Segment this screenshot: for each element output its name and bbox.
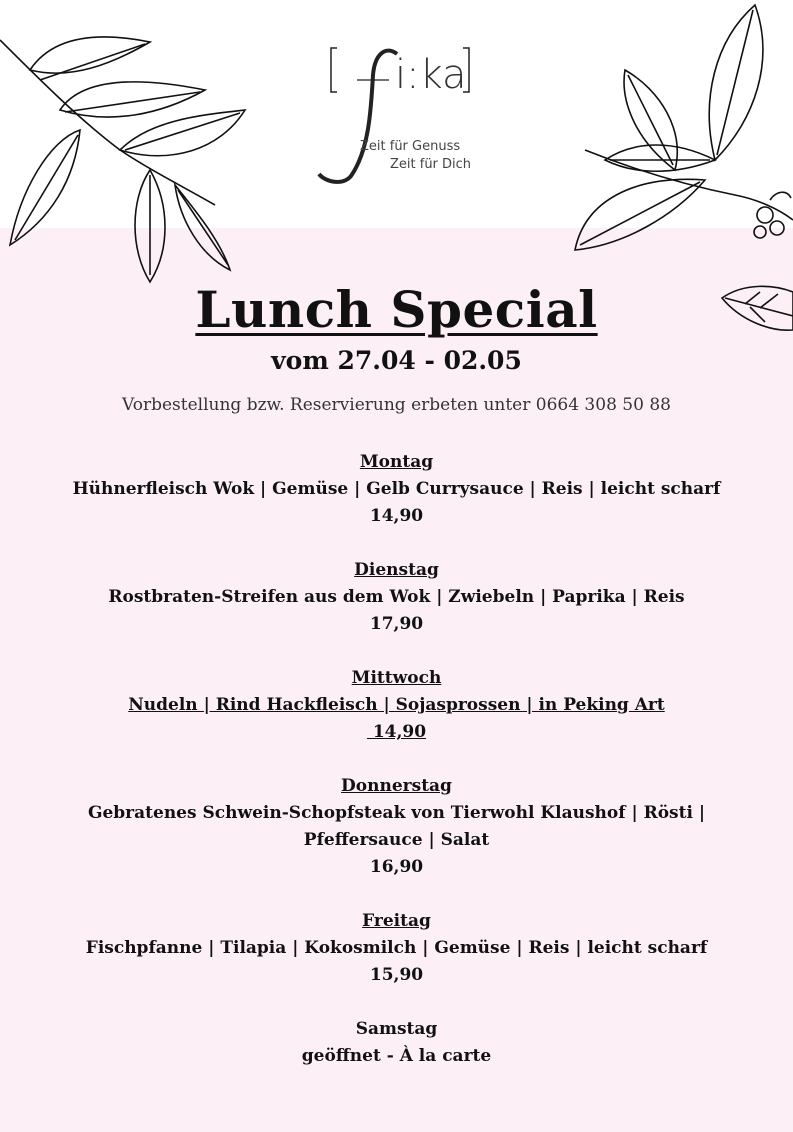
dish-price: 16,90 xyxy=(369,857,424,877)
menu-day-wednesday xyxy=(0,665,793,746)
menu-day-monday xyxy=(0,449,793,530)
dish-price: 15,90 xyxy=(369,965,424,985)
dish-description: Gebratenes Schwein-Schopfsteak von Tierwohl Klaushof | Rösti | Pfeffersauce | Salat xyxy=(87,803,706,850)
page-title: Lunch Special xyxy=(195,280,598,339)
leaf-branch-top-left-illustration xyxy=(0,20,260,285)
dish-description: geöffnet - À la carte xyxy=(301,1046,492,1066)
day-name: Montag xyxy=(359,452,434,472)
logo-tagline-2: Zeit für Dich xyxy=(390,157,472,172)
dish-description: Hühnerfleisch Wok | Gemüse | Gelb Currysauce | Reis | leicht scharf xyxy=(72,479,721,499)
dish-price: 17,90 xyxy=(369,614,424,634)
menu-day-saturday xyxy=(0,1016,793,1070)
dish-description: Fischpfanne | Tilapia | Kokosmilch | Gemüse | Reis | leicht scharf xyxy=(85,938,708,958)
weekly-menu xyxy=(0,449,793,1070)
day-name: Donnerstag xyxy=(341,776,452,796)
day-name: Dienstag xyxy=(354,560,439,580)
reservation-note: Vorbestellung bzw. Reservierung erbeten unter 0664 308 50 88 xyxy=(122,395,671,415)
menu-content xyxy=(0,280,793,1097)
menu-day-friday xyxy=(0,908,793,989)
menu-day-thursday xyxy=(0,773,793,881)
logo-tagline-1: Zeit für Genuss xyxy=(360,139,461,154)
leaf-branch-top-right-illustration xyxy=(565,0,793,260)
svg-text:i:ka: i:ka xyxy=(395,52,467,98)
dish-description: Nudeln | Rind Hackfleisch | Sojasprossen | in Peking Art xyxy=(128,695,665,715)
dish-price: 14,90 xyxy=(369,506,424,526)
date-range: vom 27.04 - 02.05 xyxy=(271,346,522,375)
day-name: Samstag xyxy=(355,1019,438,1039)
menu-day-tuesday xyxy=(0,557,793,638)
cafe-logo xyxy=(305,40,495,190)
day-name: Mittwoch xyxy=(351,668,442,688)
dish-description: Rostbraten-Streifen aus dem Wok | Zwiebeln | Paprika | Reis xyxy=(108,587,685,607)
day-name: Freitag xyxy=(362,911,431,931)
dish-price: 14,90 xyxy=(366,722,427,742)
